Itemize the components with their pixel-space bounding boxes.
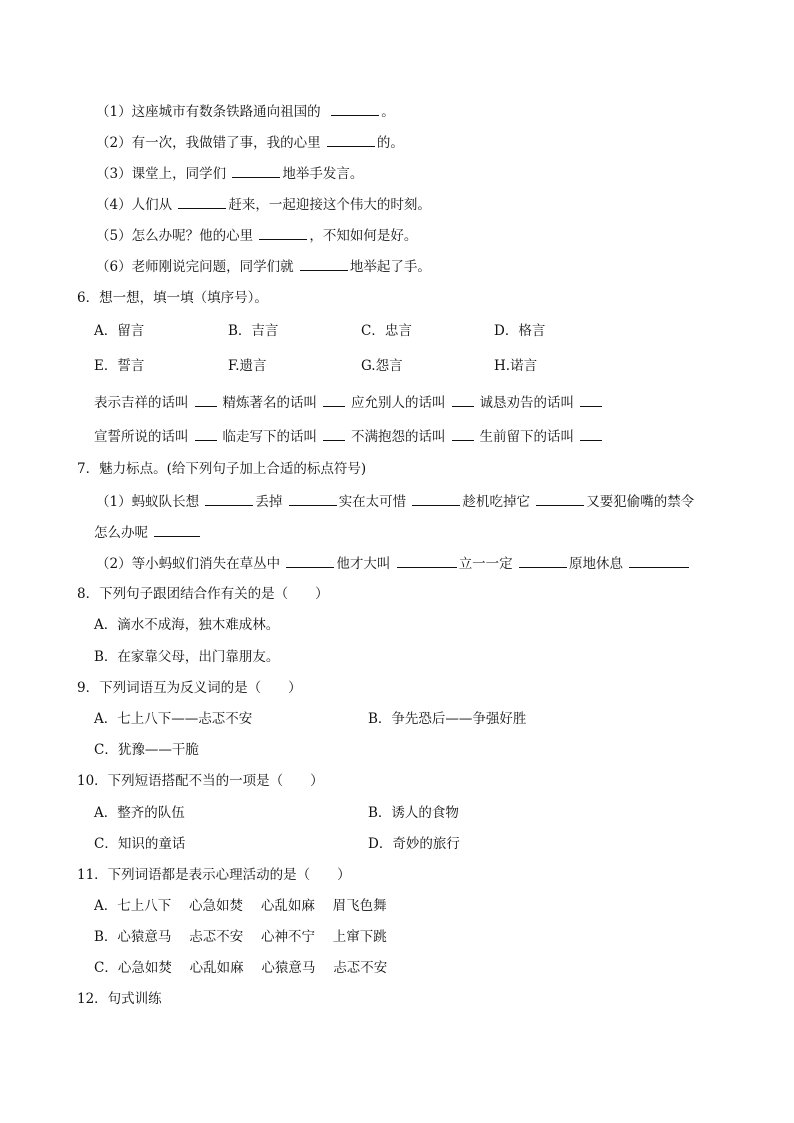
- answer-blank[interactable]: [519, 554, 567, 568]
- q5-item-6: （6）老师刚说完问题，同学们就 地举起了手。: [96, 259, 431, 275]
- q7-sentence-1-cont: 怎么办呢: [94, 523, 202, 542]
- q6-option-b: B．吉言: [228, 323, 279, 339]
- q6-option-a: A．留言: [94, 323, 145, 339]
- q12-title: 12．句式训练: [77, 991, 162, 1007]
- q10-option-b: B．诱人的食物: [368, 805, 459, 821]
- q6-fill-row-1: 表示吉祥的话叫 精炼著名的话叫 应允别人的话叫 诚恳劝告的话叫: [94, 393, 608, 412]
- q11-option-c: C．心急如焚 心乱如麻 心猿意马 忐忑不安: [94, 960, 388, 976]
- q6-option-h: H.诺言: [494, 358, 538, 374]
- answer-blank[interactable]: [580, 393, 602, 407]
- answer-blank[interactable]: [178, 195, 226, 209]
- answer-blank[interactable]: [629, 554, 689, 568]
- q8-option-b: B．在家靠父母，出门靠朋友。: [94, 649, 280, 665]
- answer-blank[interactable]: [580, 427, 602, 441]
- answer-blank[interactable]: [195, 393, 217, 407]
- q9-option-a: A．七上八下——忐忑不安: [94, 711, 253, 727]
- answer-blank[interactable]: [154, 523, 200, 537]
- answer-blank[interactable]: [327, 133, 375, 147]
- q10-option-c: C．知识的童话: [94, 836, 186, 852]
- answer-blank[interactable]: [412, 492, 460, 506]
- q6-title: 6．想一想，填一填（填序号）。: [77, 290, 268, 306]
- q6-option-e: E．誓言: [94, 358, 145, 374]
- answer-blank[interactable]: [205, 492, 253, 506]
- answer-blank[interactable]: [452, 393, 474, 407]
- q11-title: 11．下列词语都是表示心理活动的是（ ）: [77, 867, 351, 883]
- answer-blank[interactable]: [300, 257, 348, 271]
- q10-option-d: D．奇妙的旅行: [368, 836, 460, 852]
- q6-option-g: G.怨言: [361, 358, 403, 374]
- answer-blank[interactable]: [259, 226, 307, 240]
- q8-option-a: A．滴水不成海，独木难成林。: [94, 617, 280, 633]
- q5-item-2: （2）有一次，我做错了事，我的心里 的。: [96, 135, 404, 151]
- answer-blank[interactable]: [289, 492, 337, 506]
- q6-option-c: C．忠言: [361, 323, 412, 339]
- q5-item-5: （5）怎么办呢？他的心里 ，不知如何是好。: [96, 228, 418, 244]
- q7-title: 7．魅力标点。(给下列句子加上合适的标点符号): [77, 461, 367, 477]
- q5-item-1: （1）这座城市有数条铁路通向祖国的 。: [96, 104, 395, 120]
- q6-option-f: F.遗言: [228, 358, 267, 374]
- answer-blank[interactable]: [452, 427, 474, 441]
- answer-blank[interactable]: [331, 102, 379, 116]
- q6-fill-row-2: 宣誓所说的话叫 临走写下的话叫 不满抱怨的话叫 生前留下的话叫: [94, 427, 608, 446]
- answer-blank[interactable]: [286, 554, 334, 568]
- q10-option-a: A．整齐的队伍: [94, 805, 185, 821]
- answer-blank[interactable]: [195, 427, 217, 441]
- answer-blank[interactable]: [323, 393, 345, 407]
- q5-item-4: （4）人们从 赶来，一起迎接这个伟大的时刻。: [96, 197, 431, 213]
- q7-sentence-2: （2）等小蚂蚁们消失在草丛中 他才大叫 立一一定 原地休息: [96, 554, 691, 573]
- q6-option-d: D．格言: [494, 323, 546, 339]
- q9-title: 9．下列词语互为反义词的是（ ）: [77, 680, 302, 696]
- q9-option-b: B．争先恐后——争强好胜: [368, 711, 527, 727]
- answer-blank[interactable]: [323, 427, 345, 441]
- answer-blank[interactable]: [232, 164, 280, 178]
- q10-title: 10．下列短语搭配不当的一项是（ ）: [77, 773, 324, 789]
- q11-option-b: B．心猿意马 忐忑不安 心神不宁 上窜下跳: [94, 929, 387, 945]
- answer-blank[interactable]: [536, 492, 584, 506]
- q5-item-3: （3）课堂上，同学们 地举手发言。: [96, 166, 364, 182]
- q11-option-a: A．七上八下 心急如焚 心乱如麻 眉飞色舞: [94, 898, 387, 914]
- q7-sentence-1: （1）蚂蚁队长想 丢掉 实在太可惜 趁机吃掉它 又要犯偷嘴的禁令: [96, 494, 695, 510]
- answer-blank[interactable]: [397, 554, 457, 568]
- q8-title: 8．下列句子跟团结合作有关的是（ ）: [77, 586, 329, 602]
- q9-option-c: C．犹豫——干脆: [94, 742, 199, 758]
